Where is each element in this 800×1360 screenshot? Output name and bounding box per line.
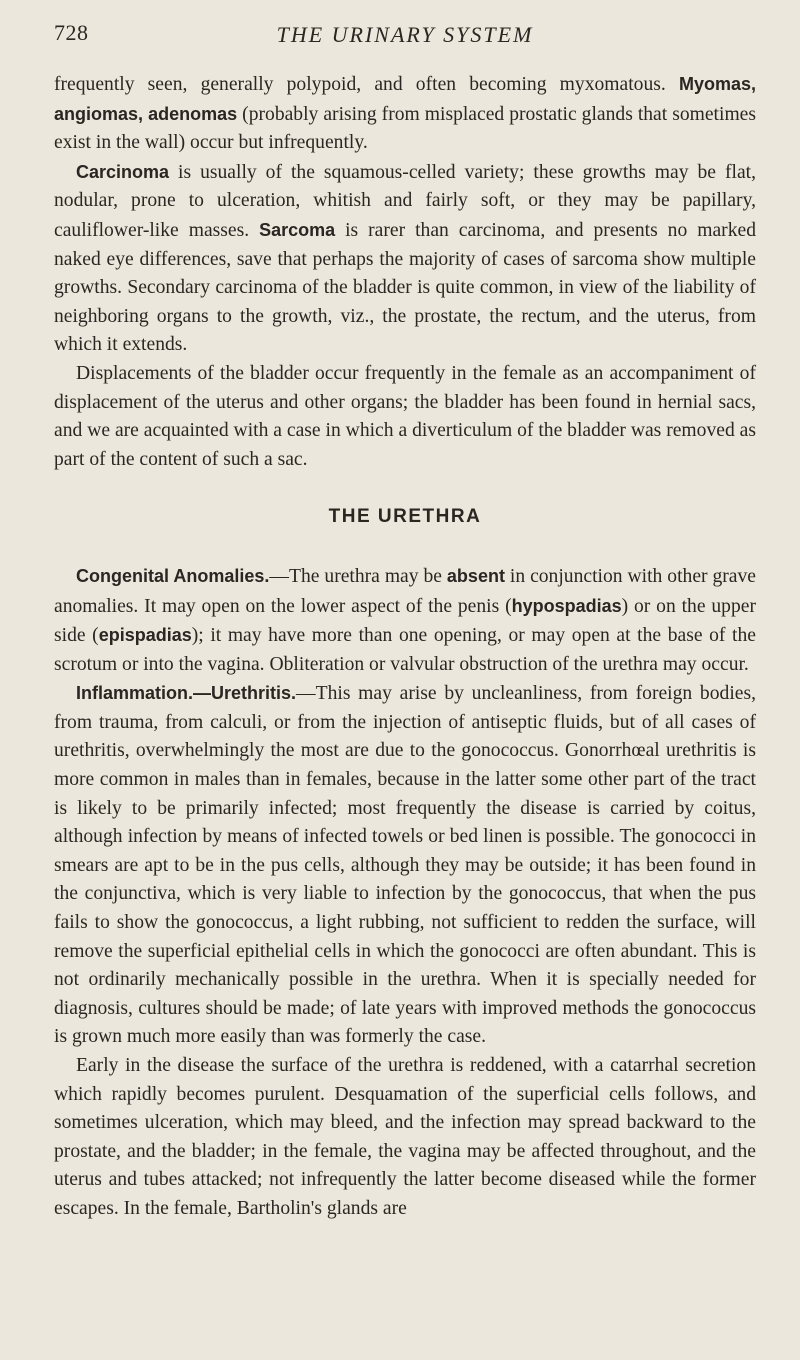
section-heading: THE URETHRA: [328, 506, 482, 528]
text-run: ); it may have more than one opening, or may open at the base of the scrotum or into the vagina. Obliteration or valvular obstruction of the urethra may occur.: [54, 625, 756, 675]
text-run: frequently seen, generally polypoid, and often becoming myxomatous.: [54, 74, 679, 95]
running-title: THE URINARY SYSTEM: [276, 22, 534, 47]
text-run: Displacements of the bladder occur frequently in the female as an accompaniment of displacement of the uterus and other organs; the bladder has been found in hernial sacs, and we are acquainted with a case in which a diverticulum of the bladder was removed as part of the content of such a sac.: [54, 362, 756, 470]
bold-term: hypospadias: [511, 595, 622, 616]
bold-term: Myomas, angiomas, adenomas: [54, 74, 756, 124]
page-number: 728: [54, 20, 89, 45]
bold-term: Congenital Anomalies.: [76, 565, 270, 586]
text-run: ) or on the upper side (: [54, 595, 756, 647]
text-run: —The urethra may be: [269, 565, 447, 587]
paragraph: [54, 360, 756, 474]
bold-term: Sarcoma: [259, 219, 336, 240]
text-run: (probably arising from misplaced prostatic glands that sometimes exist in the wall) occur but infrequently.: [54, 103, 757, 154]
bold-term: epispadias: [98, 625, 192, 646]
text-run: Early in the disease the surface of the urethra is reddened, with a catarrhal secretion which rapidly becomes purulent. Desquamation of the superficial cells follows, and sometimes ulceration, which may bleed, and the infection may spread backward to the prostate, and the bladder; in the female, the vagina may be affected throughout, and the uterus and tubes attacked; not infrequently the latter become diseased while the former escapes. In the female, Bartholin's glands are: [54, 1055, 756, 1219]
paragraph: [54, 70, 756, 158]
paragraph: [54, 562, 756, 679]
bold-term: Inflammation.—Urethritis.: [76, 683, 297, 704]
text-run: —This may arise by uncleanliness, from foreign bodies, from trauma, from calculi, or from the injection of antiseptic fluids, but of all cases of urethritis, overwhelmingly the most are due to the gonococcus. Gonorrhœal urethritis is more common in males than in females, because in the latter some other part of the tract is likely to be primarily infected; most frequently the disease is carried by coitus, although infection by means of infected towels or bed linen is possible. The gonococci in smears are apt to be in the pus cells, although they may be outside; it has been found in the conjunctiva, which is very liable to infection by the gonococcus, that when the pus fails to show the gonococcus, a light rubbing, not sufficient to redden the surface, will remove the superficial epithelial cells in which the gonococci are often abundant. This is not ordinarily mechanically possible in the urethra. When it is specially needed for diagnosis, cultures should be made; of late years with improved methods the gonococcus is grown much more easily than was formerly the case.: [54, 683, 756, 1048]
text-run: in conjunction with other grave anomalies. It may open on the lower aspect of the penis (: [54, 565, 756, 617]
paragraph: [54, 679, 756, 1052]
bold-term: Carcinoma: [76, 161, 170, 182]
text-run: is usually of the squamous-celled variety; these growths may be flat, nodular, prone to ulceration, whitish and fairly soft, or they may be papillary, cauliflower-like masses.: [54, 161, 756, 241]
paragraph: [54, 1052, 756, 1224]
bold-term: absent: [446, 565, 505, 586]
running-head: [54, 0, 756, 70]
paragraph: [54, 158, 756, 360]
text-run: is rarer than carcinoma, and presents no marked naked eye differences, save that perhaps the majority of cases of sarcoma show multiple growths. Secondary carcinoma of the bladder is quite common, in view of the liability of neighboring organs to the growth, viz., the prostate, the rectum, and the uterus, from which it extends.: [54, 219, 756, 356]
body-text: [54, 70, 756, 1224]
